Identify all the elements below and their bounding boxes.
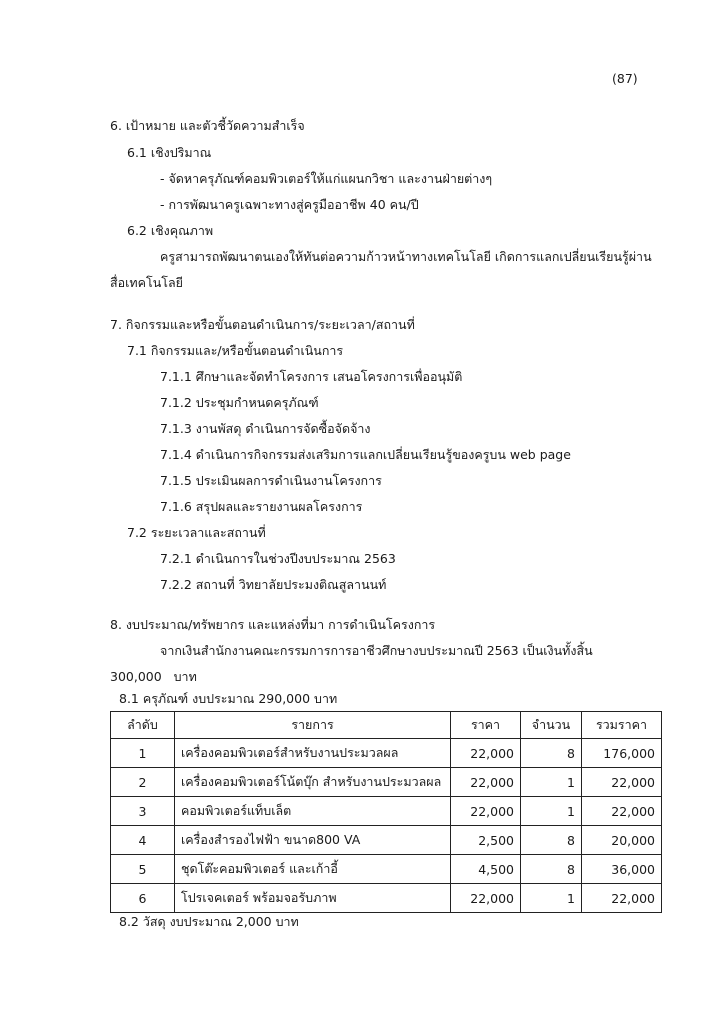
table-row	[111, 884, 662, 913]
table-row	[111, 797, 662, 826]
column-header-quantity: จำนวน	[521, 712, 582, 739]
cell-item: เครื่องคอมพิวเตอร์โน้ตบุ๊ก สำหรับงานประมวลผล	[175, 768, 451, 797]
cell-item: โปรเจคเตอร์ พร้อมจอรับภาพ	[175, 884, 451, 913]
column-header-item: รายการ	[175, 712, 451, 739]
column-header-price: ราคา	[451, 712, 521, 739]
table-row	[111, 826, 662, 855]
cell-price: 4,500	[451, 855, 521, 884]
section-8-text-line: จากเงินสำนักงานคณะกรรมการการอาชีวศึกษางบประมาณปี 2563 เป็นเงินทั้งสิ้น	[160, 643, 593, 658]
section-7-1-item: 7.1.1 ศึกษาและจัดทำโครงการ เสนอโครงการเพื่ออนุมัติ	[160, 369, 463, 384]
cell-price: 22,000	[451, 739, 521, 768]
section-6-heading: 6. เป้าหมาย และตัวชี้วัดความสำเร็จ	[110, 118, 305, 133]
cell-price: 2,500	[451, 826, 521, 855]
cell-price: 22,000	[451, 768, 521, 797]
cell-total: 176,000	[582, 739, 662, 768]
page-number: (87)	[612, 71, 638, 86]
column-header-total: รวมราคา	[582, 712, 662, 739]
cell-order: 5	[111, 855, 175, 884]
cell-quantity: 1	[521, 884, 582, 913]
column-header-order: ลำดับ	[111, 712, 175, 739]
cell-item: เครื่องสำรองไฟฟ้า ขนาด800 VA	[175, 826, 451, 855]
section-7-1-item: 7.1.4 ดำเนินการกิจกรรมส่งเสริมการแลกเปลี่ยนเรียนรู้ของครูบน web page	[160, 447, 571, 462]
budget-table	[110, 711, 662, 913]
section-8-2-heading: 8.2 วัสดุ งบประมาณ 2,000 บาท	[119, 914, 299, 929]
cell-total: 22,000	[582, 884, 662, 913]
cell-quantity: 8	[521, 855, 582, 884]
section-8-1-heading: 8.1 ครุภัณฑ์ งบประมาณ 290,000 บาท	[119, 691, 338, 706]
cell-price: 22,000	[451, 797, 521, 826]
cell-quantity: 1	[521, 768, 582, 797]
section-8-heading: 8. งบประมาณ/ทรัพยากร และแหล่งที่มา การดำเนินโครงการ	[110, 617, 436, 632]
cell-price: 22,000	[451, 884, 521, 913]
cell-item: ชุดโต๊ะคอมพิวเตอร์ และเก้าอี้	[175, 855, 451, 884]
section-7-2-item: 7.2.1 ดำเนินการในช่วงปีงบประมาณ 2563	[160, 551, 396, 566]
section-7-1-item: 7.1.2 ประชุมกำหนดครุภัณฑ์	[160, 395, 319, 410]
cell-total: 22,000	[582, 797, 662, 826]
cell-total: 22,000	[582, 768, 662, 797]
cell-total: 36,000	[582, 855, 662, 884]
cell-quantity: 8	[521, 739, 582, 768]
table-row	[111, 855, 662, 884]
section-7-heading: 7. กิจกรรมและหรือขั้นตอนดำเนินการ/ระยะเวลา/สถานที่	[110, 317, 415, 332]
section-7-1-item: 7.1.3 งานพัสดุ ดำเนินการจัดซื้อจัดจ้าง	[160, 421, 371, 436]
cell-quantity: 1	[521, 797, 582, 826]
cell-order: 4	[111, 826, 175, 855]
cell-quantity: 8	[521, 826, 582, 855]
section-7-1-item: 7.1.5 ประเมินผลการดำเนินงานโครงการ	[160, 473, 382, 488]
table-header-row	[111, 712, 662, 739]
cell-item: เครื่องคอมพิวเตอร์สำหรับงานประมวลผล	[175, 739, 451, 768]
section-6-1-heading: 6.1 เชิงปริมาณ	[127, 145, 212, 160]
section-7-1-heading: 7.1 กิจกรรมและ/หรือขั้นตอนดำเนินการ	[127, 343, 344, 358]
cell-order: 6	[111, 884, 175, 913]
cell-item: คอมพิวเตอร์แท็บเล็ต	[175, 797, 451, 826]
section-7-2-heading: 7.2 ระยะเวลาและสถานที่	[127, 525, 266, 540]
cell-order: 1	[111, 739, 175, 768]
table-row	[111, 739, 662, 768]
cell-order: 3	[111, 797, 175, 826]
section-6-2-text-line: สื่อเทคโนโลยี	[110, 275, 183, 290]
section-7-1-item: 7.1.6 สรุปผลและรายงานผลโครงการ	[160, 499, 363, 514]
table-row	[111, 768, 662, 797]
section-6-2-text-line: ครูสามารถพัฒนาตนเองให้ทันต่อความก้าวหน้าทางเทคโนโลยี เกิดการแลกเปลี่ยนเรียนรู้ผ่าน	[160, 249, 652, 264]
section-6-1-item: - การพัฒนาครูเฉพาะทางสู่ครูมืออาชีพ 40 คน/ปี	[160, 197, 419, 212]
cell-order: 2	[111, 768, 175, 797]
section-6-2-heading: 6.2 เชิงคุณภาพ	[127, 223, 214, 238]
section-6-1-item: - จัดหาครุภัณฑ์คอมพิวเตอร์ให้แก่แผนกวิชา และงานฝ่ายต่างๆ	[160, 171, 493, 186]
cell-total: 20,000	[582, 826, 662, 855]
section-7-2-item: 7.2.2 สถานที่ วิทยาลัยประมงติณสูลานนท์	[160, 577, 387, 592]
section-8-text-line: 300,000 บาท	[110, 669, 197, 684]
